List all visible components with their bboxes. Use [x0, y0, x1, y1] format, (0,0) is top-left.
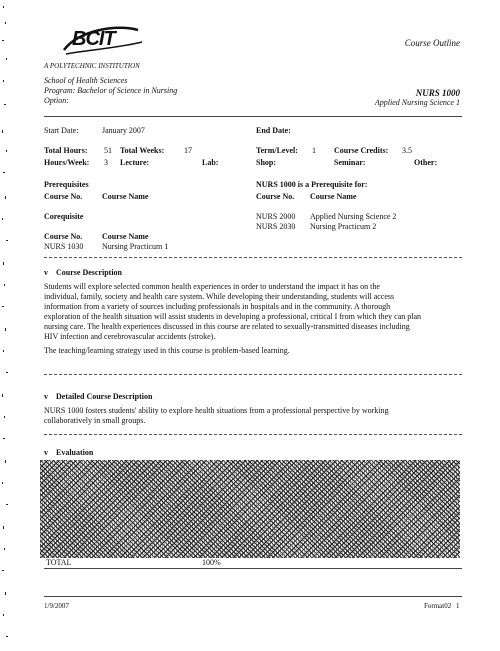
detailed-description-body: [44, 406, 464, 426]
detailed-description-title: Detailed Course Description: [56, 392, 153, 401]
prereq-col-no: Course No.: [44, 192, 83, 201]
paragraph-line: HIV infection and cerebrovascular accidents (stroke).: [44, 332, 216, 341]
paragraph-line: information from a variety of sources including professionals in hospitals and in the community. A thorough: [44, 302, 391, 311]
coreq-item-name: Nursing Practicum 1: [102, 242, 169, 251]
term-value: 1: [312, 146, 316, 155]
scan-edge-noise: [0, 0, 12, 646]
prereq-col-name: Course Name: [102, 192, 149, 201]
shop-label: Shop:: [256, 158, 277, 167]
evaluation-title: Evaluation: [56, 448, 94, 457]
coreq-col-name: Course Name: [102, 232, 149, 241]
doc-type: Course Outline: [404, 38, 460, 48]
other-label: Other:: [414, 158, 438, 167]
paragraph-line: collaboratively in small groups.: [44, 416, 146, 425]
credits-label: Course Credits:: [334, 146, 389, 155]
paragraph-line: individual, family, society and health care system. While developing their understanding, students will access: [44, 292, 395, 301]
header-divider: [44, 116, 462, 117]
credits-value: 3.5: [402, 146, 412, 155]
section-divider: [44, 257, 462, 258]
total-weeks-value: 17: [184, 146, 192, 155]
total-hours-value: 51: [104, 146, 112, 155]
bcit-logo: [58, 20, 144, 60]
logo-text: BCIT: [72, 28, 115, 50]
paragraph-line: exploration of the health situation will assist students in developing a professional, critical I from which they can plan: [44, 312, 422, 321]
end-date-label: End Date:: [256, 126, 291, 135]
detailed-description-heading: [44, 392, 152, 401]
course-description-body: [44, 282, 464, 342]
prereq-for-item-name: Applied Nursing Science 2: [310, 212, 397, 221]
section-bullet-icon: v: [44, 268, 48, 277]
section-bullet-icon: v: [44, 392, 48, 401]
footer-divider: [44, 596, 462, 597]
hours-week-value: 3: [104, 158, 108, 167]
prereq-for-col-name: Course Name: [310, 192, 357, 201]
term-label: Term/Level:: [256, 146, 298, 155]
prereq-for-item-name: Nursing Practicum 2: [310, 222, 377, 231]
page-number: 1: [456, 602, 460, 610]
coreq-col-no: Course No.: [44, 232, 83, 241]
coreq-item-no: NURS 1030: [44, 242, 84, 251]
paragraph-line: nursing care. The health experiences discussed in this course are related to sexually-transmitted diseases including: [44, 322, 410, 331]
prereq-for-item-no: NURS 2030: [256, 222, 296, 231]
hours-week-label: Hours/Week:: [44, 158, 90, 167]
course-title: Applied Nursing Science 1: [374, 98, 460, 107]
course-code: NURS 1000: [415, 88, 460, 98]
paragraph-line: Students will explore selected common health experiences in order to understand the impact it has on the: [44, 282, 380, 291]
footer-date: 1/9/2007: [44, 602, 69, 610]
section-bullet-icon: v: [44, 448, 48, 457]
start-date-label: Start Date:: [44, 126, 79, 135]
evaluation-table-illegible: [40, 460, 460, 558]
course-description-heading: [44, 268, 122, 277]
section-divider: [44, 374, 462, 375]
prereq-for-title: NURS 1000 is a Prerequisite for:: [256, 180, 368, 189]
lab-label: Lab:: [202, 158, 219, 167]
prereq-for-item-no: NURS 2000: [256, 212, 296, 221]
course-description-title: Course Description: [56, 268, 122, 277]
prereq-for-col-no: Course No.: [256, 192, 295, 201]
section-divider: [44, 434, 462, 435]
footer-format: Format02: [424, 602, 452, 610]
evaluation-heading: [44, 448, 93, 457]
coreq-title: Corequisite: [44, 212, 84, 221]
program-name: Program: Bachelor of Science in Nursing: [44, 86, 178, 95]
total-hours-label: Total Hours:: [44, 146, 88, 155]
prereq-title: Prerequisites: [44, 180, 89, 189]
total-weeks-label: Total Weeks:: [120, 146, 165, 155]
logo-subtitle: A POLYTECHNIC INSTITUTION: [44, 62, 140, 70]
teaching-strategy: The teaching/learning strategy used in this course is problem-based learning.: [44, 346, 290, 355]
lecture-label: Lecture:: [120, 158, 150, 167]
start-date-value: January 2007: [102, 126, 145, 135]
evaluation-divider: [44, 568, 462, 569]
evaluation-total-label: TOTAL: [46, 558, 72, 567]
option-label: Option:: [44, 96, 69, 105]
school-name: School of Health Sciences: [44, 76, 128, 85]
evaluation-total-value: 100%: [202, 558, 221, 567]
paragraph-line: NURS 1000 fosters students' ability to explore health situations from a professional perspective by working: [44, 406, 389, 415]
seminar-label: Seminar:: [334, 158, 366, 167]
